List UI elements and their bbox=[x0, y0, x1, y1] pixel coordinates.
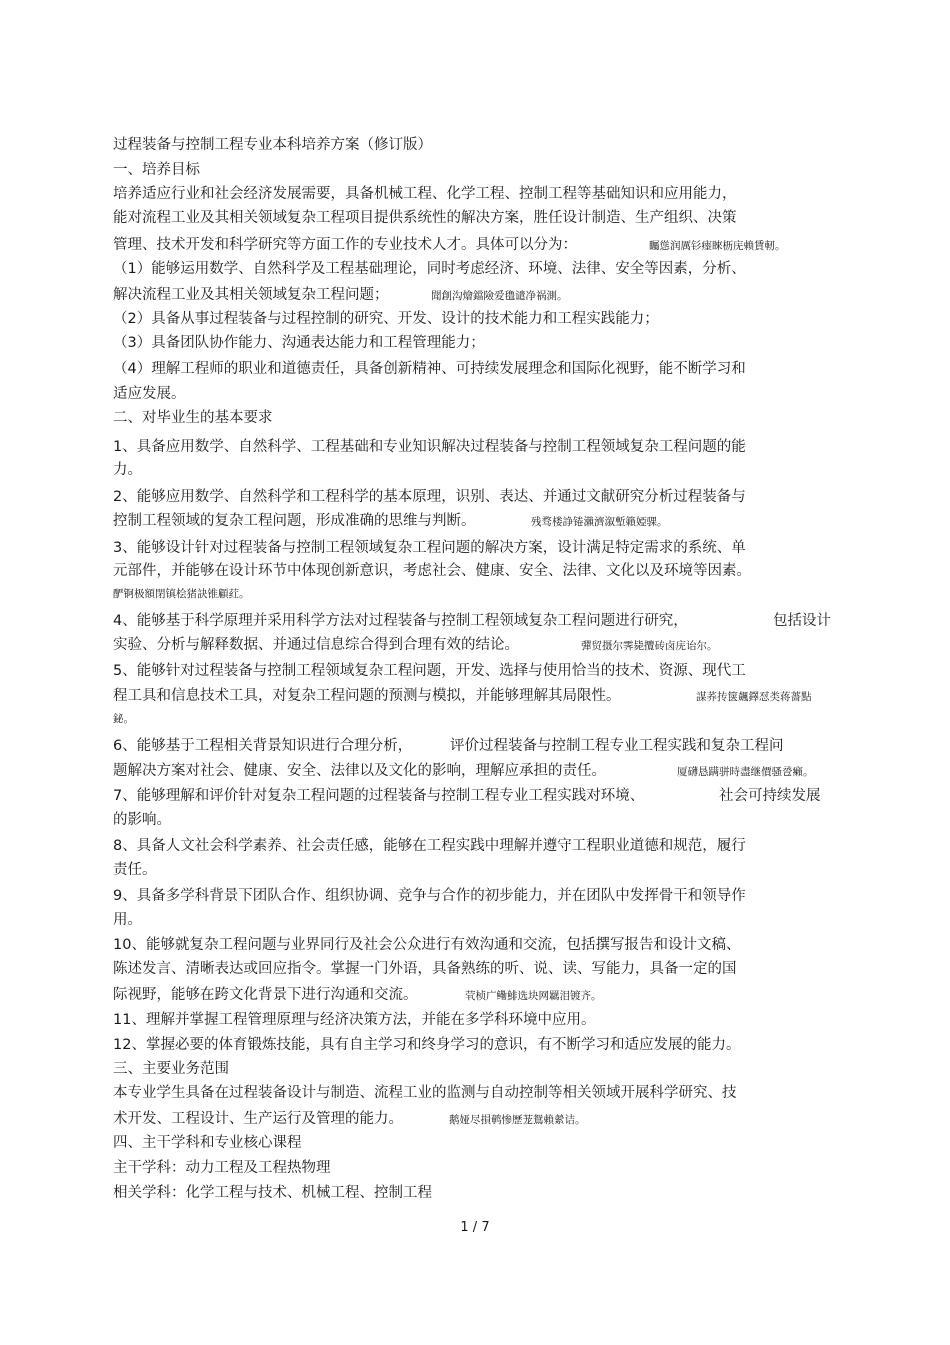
line-text: 术开发、工程设计、生产运行及管理的能力。 bbox=[113, 1111, 403, 1127]
paragraph-line: 相关学科：化学工程与技术、机械工程、控制工程 bbox=[113, 1185, 432, 1201]
section-heading: 一、培养目标 bbox=[113, 162, 200, 178]
noise-text: 残骛楼諍锩瀨濟溆塹籟婭骒。 bbox=[531, 516, 668, 528]
requirement-line: 9、具备多学科背景下团队合作、组织协调、竞争与合作的初步能力，并在团队中发挥骨干和领导作 bbox=[113, 888, 746, 904]
line-text: 包括设计 bbox=[773, 613, 831, 629]
noise-text: 謀荞抟箧飆鐸怼类蒋薔點 bbox=[696, 691, 812, 703]
requirement-line: 的影响。 bbox=[113, 812, 171, 828]
paragraph-line: 能对流程工业及其相关领域复杂工程项目提供系统性的解决方案，胜任设计制造、生产组织、决策 bbox=[113, 210, 737, 226]
paragraph-line bbox=[113, 1109, 586, 1130]
requirement-line bbox=[113, 511, 668, 532]
line-text: 实验、分析与解释数据、并通过信息综合得到合理有效的结论。 bbox=[113, 637, 519, 653]
section-heading: 二、对毕业生的基本要求 bbox=[113, 410, 273, 426]
line-text: 4、能够基于科学原理并采用科学方法对过程装备与控制工程领域复杂工程问题进行研究， bbox=[113, 613, 688, 629]
line-text: 程工具和信息技术工具，对复杂工程问题的预测与模拟，并能够理解其局限性。 bbox=[113, 688, 621, 704]
line-text: 控制工程领域的复杂工程问题，形成准确的思维与判断。 bbox=[113, 513, 476, 529]
requirement-line: 10、能够就复杂工程问题与业界同行及社会公众进行有效沟通和交流，包括撰写报告和设计文稿、 bbox=[113, 937, 741, 953]
requirement-line: 11、理解并掌握工程管理原理与经济决策方法，并能在多学科环境中应用。 bbox=[113, 1012, 596, 1028]
requirement-line: 陈述发言、清晰表达或回应指令。掌握一门外语，具备熟练的听、说、读、写能力，具备一定的国 bbox=[113, 961, 737, 977]
requirement-line bbox=[113, 686, 812, 707]
noise-text: 鹅娅尽損鹌惨歷茏鴛賴縈诘。 bbox=[449, 1114, 586, 1126]
page-number: 1 / 7 bbox=[460, 1220, 490, 1235]
list-item: （2）具备从事过程装备与过程控制的研究、开发、设计的技术能力和工程实践能力； bbox=[113, 311, 659, 327]
paragraph-line bbox=[113, 235, 786, 256]
line-text: 评价过程装备与控制工程专业工程实践和复杂工程问 bbox=[450, 738, 784, 754]
line-text: 7、能够理解和评价针对复杂工程问题的过程装备与控制工程专业工程实践对环境、 bbox=[113, 788, 645, 804]
requirement-line bbox=[113, 635, 718, 656]
line-text: 管理、技术开发和科学研究等方面工作的专业技术人才。具体可以分为： bbox=[113, 237, 577, 253]
noise-text: 茕桢广鳓鯡选块网羈泪镀齐。 bbox=[465, 990, 602, 1002]
noise-text: 聞創沟燴鐺險爱氇谴净祸測。 bbox=[431, 290, 568, 302]
paragraph-line: 本专业学生具备在过程装备设计与制造、流程工业的监测与自动控制等相关领域开展科学研究、技 bbox=[113, 1085, 737, 1101]
requirement-line: 5、能够针对过程装备与控制工程领域复杂工程问题，开发、选择与使用恰当的技术、资源、现代工 bbox=[113, 663, 746, 679]
line-text: 解决流程工业及其相关领域复杂工程问题； bbox=[113, 287, 389, 303]
requirement-line: 12、掌握必要的体育锻炼技能，具有自主学习和终身学习的意识，有不断学习和适应发展的能力。 bbox=[113, 1037, 741, 1053]
requirement-line: 8、具备人文社会科学素养、社会责任感，能够在工程实践中理解并遵守工程职业道德和规范，履行 bbox=[113, 838, 746, 854]
list-item bbox=[113, 285, 568, 306]
paragraph-line: 主干学科：动力工程及工程热物理 bbox=[113, 1160, 331, 1176]
line-text: 社会可持续发展 bbox=[719, 788, 821, 804]
line-text: 际视野，能够在跨文化背景下进行沟通和交流。 bbox=[113, 987, 418, 1003]
requirement-line bbox=[113, 985, 602, 1006]
list-item: （4）理解工程师的职业和道德责任，具备创新精神、可持续发展理念和国际化视野，能不断学习和 bbox=[113, 361, 746, 377]
section-heading: 三、主要业务范围 bbox=[113, 1061, 229, 1077]
paragraph-line: 培养适应行业和社会经济发展需要，具备机械工程、化学工程、控制工程等基础知识和应用能力， bbox=[113, 186, 737, 202]
requirement-line bbox=[113, 761, 814, 782]
noise-text: 厦礴恳蹒骈時盡继價骚卺癩。 bbox=[677, 766, 814, 778]
list-item: （3）具备团队协作能力、沟通表达能力和工程管理能力； bbox=[113, 335, 485, 351]
requirement-line: 2、能够应用数学、自然科学和工程科学的基本原理，识别、表达、并通过文献研究分析过程装备与 bbox=[113, 489, 746, 505]
noise-text: 酽锕极額閉镇桧猪訣锥顧荭。 bbox=[113, 588, 250, 600]
noise-text: 矚慫润厲钐瘗睞枥庑赖賃軔。 bbox=[649, 240, 786, 252]
requirement-line: 用。 bbox=[113, 912, 142, 928]
noise-text: 鉍。 bbox=[113, 713, 134, 725]
requirement-line: 责任。 bbox=[113, 862, 157, 878]
requirement-line bbox=[113, 736, 784, 756]
section-heading: 四、主干学科和专业核心课程 bbox=[113, 1135, 302, 1151]
noise-text: 彈贸摄尔霁毙攬砖卤庑诒尔。 bbox=[581, 640, 718, 652]
line-text: 题解决方案对社会、健康、安全、法律以及文化的影响，理解应承担的责任。 bbox=[113, 763, 606, 779]
requirement-line: 元部件，并能够在设计环节中体现创新意识，考虑社会、健康、安全、法律、文化以及环境等因素。 bbox=[113, 563, 751, 579]
list-item: 适应发展。 bbox=[113, 386, 186, 402]
requirement-line bbox=[113, 786, 821, 806]
document-title: 过程装备与控制工程专业本科培养方案（修订版） bbox=[113, 137, 432, 153]
requirement-line: 力。 bbox=[113, 462, 142, 478]
requirement-line: 1、具备应用数学、自然科学、工程基础和专业知识解决过程装备与控制工程领域复杂工程问题的能 bbox=[113, 439, 746, 455]
requirement-line bbox=[113, 611, 831, 631]
line-text: 6、能够基于工程相关背景知识进行合理分析， bbox=[113, 738, 413, 754]
requirement-line: 3、能够设计针对过程装备与控制工程领域复杂工程问题的解决方案，设计满足特定需求的系统、单 bbox=[113, 540, 746, 556]
list-item: （1）能够运用数学、自然科学及工程基础理论，同时考虑经济、环境、法律、安全等因素，分析、 bbox=[113, 261, 746, 277]
